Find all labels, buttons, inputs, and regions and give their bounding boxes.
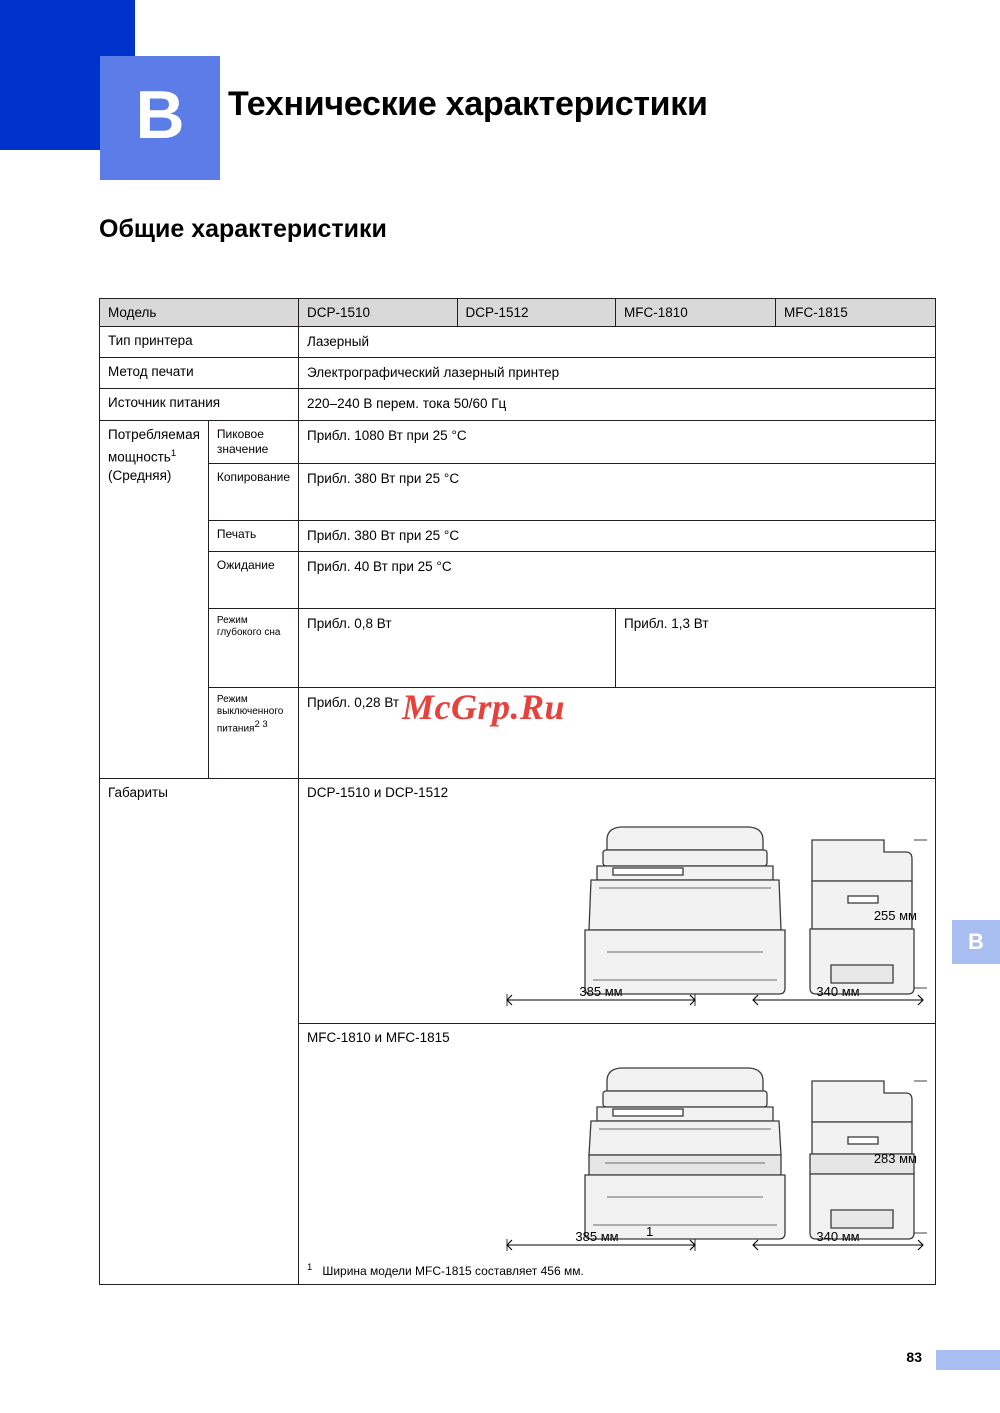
table-row: [100, 463, 936, 520]
subrow-label-copying: Копирование: [208, 463, 298, 520]
figure-footnote-text: Ширина модели MFC-1815 составляет 456 мм.: [322, 1263, 584, 1278]
printer-diagram-mfc: [307, 1047, 927, 1262]
subrow-label-peak: Пиковое значение: [208, 420, 298, 463]
figure-depth-mfc: 340 мм: [816, 1228, 860, 1244]
power-consumption-line1: Потребляемая: [108, 426, 200, 442]
watermark: McGrp.Ru: [402, 687, 566, 727]
printer-dimensions-svg-dcp: [307, 802, 927, 1014]
subrow-label-power-off-text: Режим выключенного питания: [216, 693, 284, 735]
row-label-power-consumption: [100, 420, 209, 778]
subrow-value-peak: Прибл. 1080 Вт при 25 °C: [299, 420, 936, 463]
figure-cell-mfc: [299, 1023, 936, 1284]
row-value-printer-type: Лазерный: [299, 327, 936, 358]
subrow-value-standby: Прибл. 40 Вт при 25 °C: [299, 551, 936, 608]
footnote-marker-2-3: 2 3: [254, 718, 268, 730]
figure-caption-mfc: MFC-1810 и MFC-1815: [307, 1029, 450, 1045]
table-row: [100, 608, 936, 687]
row-label-printer-type: Тип принтера: [100, 327, 299, 358]
printer-diagram-dcp: [307, 802, 927, 1017]
section-title: Общие характеристики: [99, 215, 387, 243]
subrow-label-power-off: [208, 687, 298, 778]
subrow-value-copying: Прибл. 380 Вт при 25 °C: [299, 463, 936, 520]
figure-caption-dcp: DCP-1510 и DCP-1512: [307, 784, 449, 800]
subrow-value-printing: Прибл. 380 Вт при 25 °C: [299, 520, 936, 551]
figure-width-mfc-footnote-marker: 1: [646, 1223, 654, 1239]
figure-footnote-marker: 1: [307, 1261, 313, 1273]
table-header-dcp1512: DCP-1512: [457, 299, 616, 327]
table-row: [100, 420, 936, 463]
chapter-title: Технические характеристики: [228, 85, 708, 123]
table-header-dcp1510: DCP-1510: [299, 299, 458, 327]
table-header-row: [100, 299, 936, 327]
table-row: [100, 778, 936, 1023]
table-header-mfc1815: MFC-1815: [776, 299, 936, 327]
figure-footnote-mfc: [307, 1262, 927, 1278]
side-tab-chapter: B: [952, 920, 1000, 964]
figure-depth-dcp: 340 мм: [816, 983, 860, 999]
table-row: [100, 520, 936, 551]
subrow-value-power-off: Прибл. 0,28 Вт: [299, 687, 936, 778]
row-value-power-source: 220–240 В перем. тока 50/60 Гц: [299, 389, 936, 420]
power-consumption-line2: мощность: [108, 449, 171, 465]
page-number: 83: [906, 1349, 922, 1365]
subrow-label-standby: Ожидание: [208, 551, 298, 608]
row-label-power-source: Источник питания: [100, 389, 299, 420]
row-value-print-method: Электрографический лазерный принтер: [299, 358, 936, 389]
table-header-mfc1810: MFC-1810: [616, 299, 776, 327]
subrow-label-deep-sleep: Режим глубокого сна: [208, 608, 298, 687]
table-row: [100, 358, 936, 389]
row-label-print-method: Метод печати: [100, 358, 299, 389]
header-blue-bar-left: [0, 0, 100, 150]
row-label-dimensions: Габариты: [100, 778, 299, 1284]
figure-width-mfc: 385 мм: [575, 1228, 619, 1244]
power-consumption-average: (Средняя): [108, 468, 172, 484]
table-header-model: Модель: [100, 299, 299, 327]
specifications-table: [99, 298, 936, 1285]
subrow-value-deep-sleep-dcp: Прибл. 0,8 Вт: [299, 608, 616, 687]
figure-height-mfc: 283 мм: [873, 1150, 918, 1166]
figure-cell-dcp: [299, 778, 936, 1023]
printer-dimensions-svg-mfc: [307, 1047, 927, 1259]
table-row: [100, 551, 936, 608]
subrow-value-deep-sleep-mfc: Прибл. 1,3 Вт: [616, 608, 936, 687]
subrow-label-printing: Печать: [208, 520, 298, 551]
table-row: [100, 327, 936, 358]
table-row: [100, 389, 936, 420]
figure-width-dcp: 385 мм: [579, 983, 623, 999]
page-number-bar: [936, 1350, 1000, 1370]
footnote-marker-1: 1: [170, 447, 177, 459]
figure-height-dcp: 255 мм: [873, 907, 918, 923]
chapter-badge: B: [100, 56, 220, 180]
